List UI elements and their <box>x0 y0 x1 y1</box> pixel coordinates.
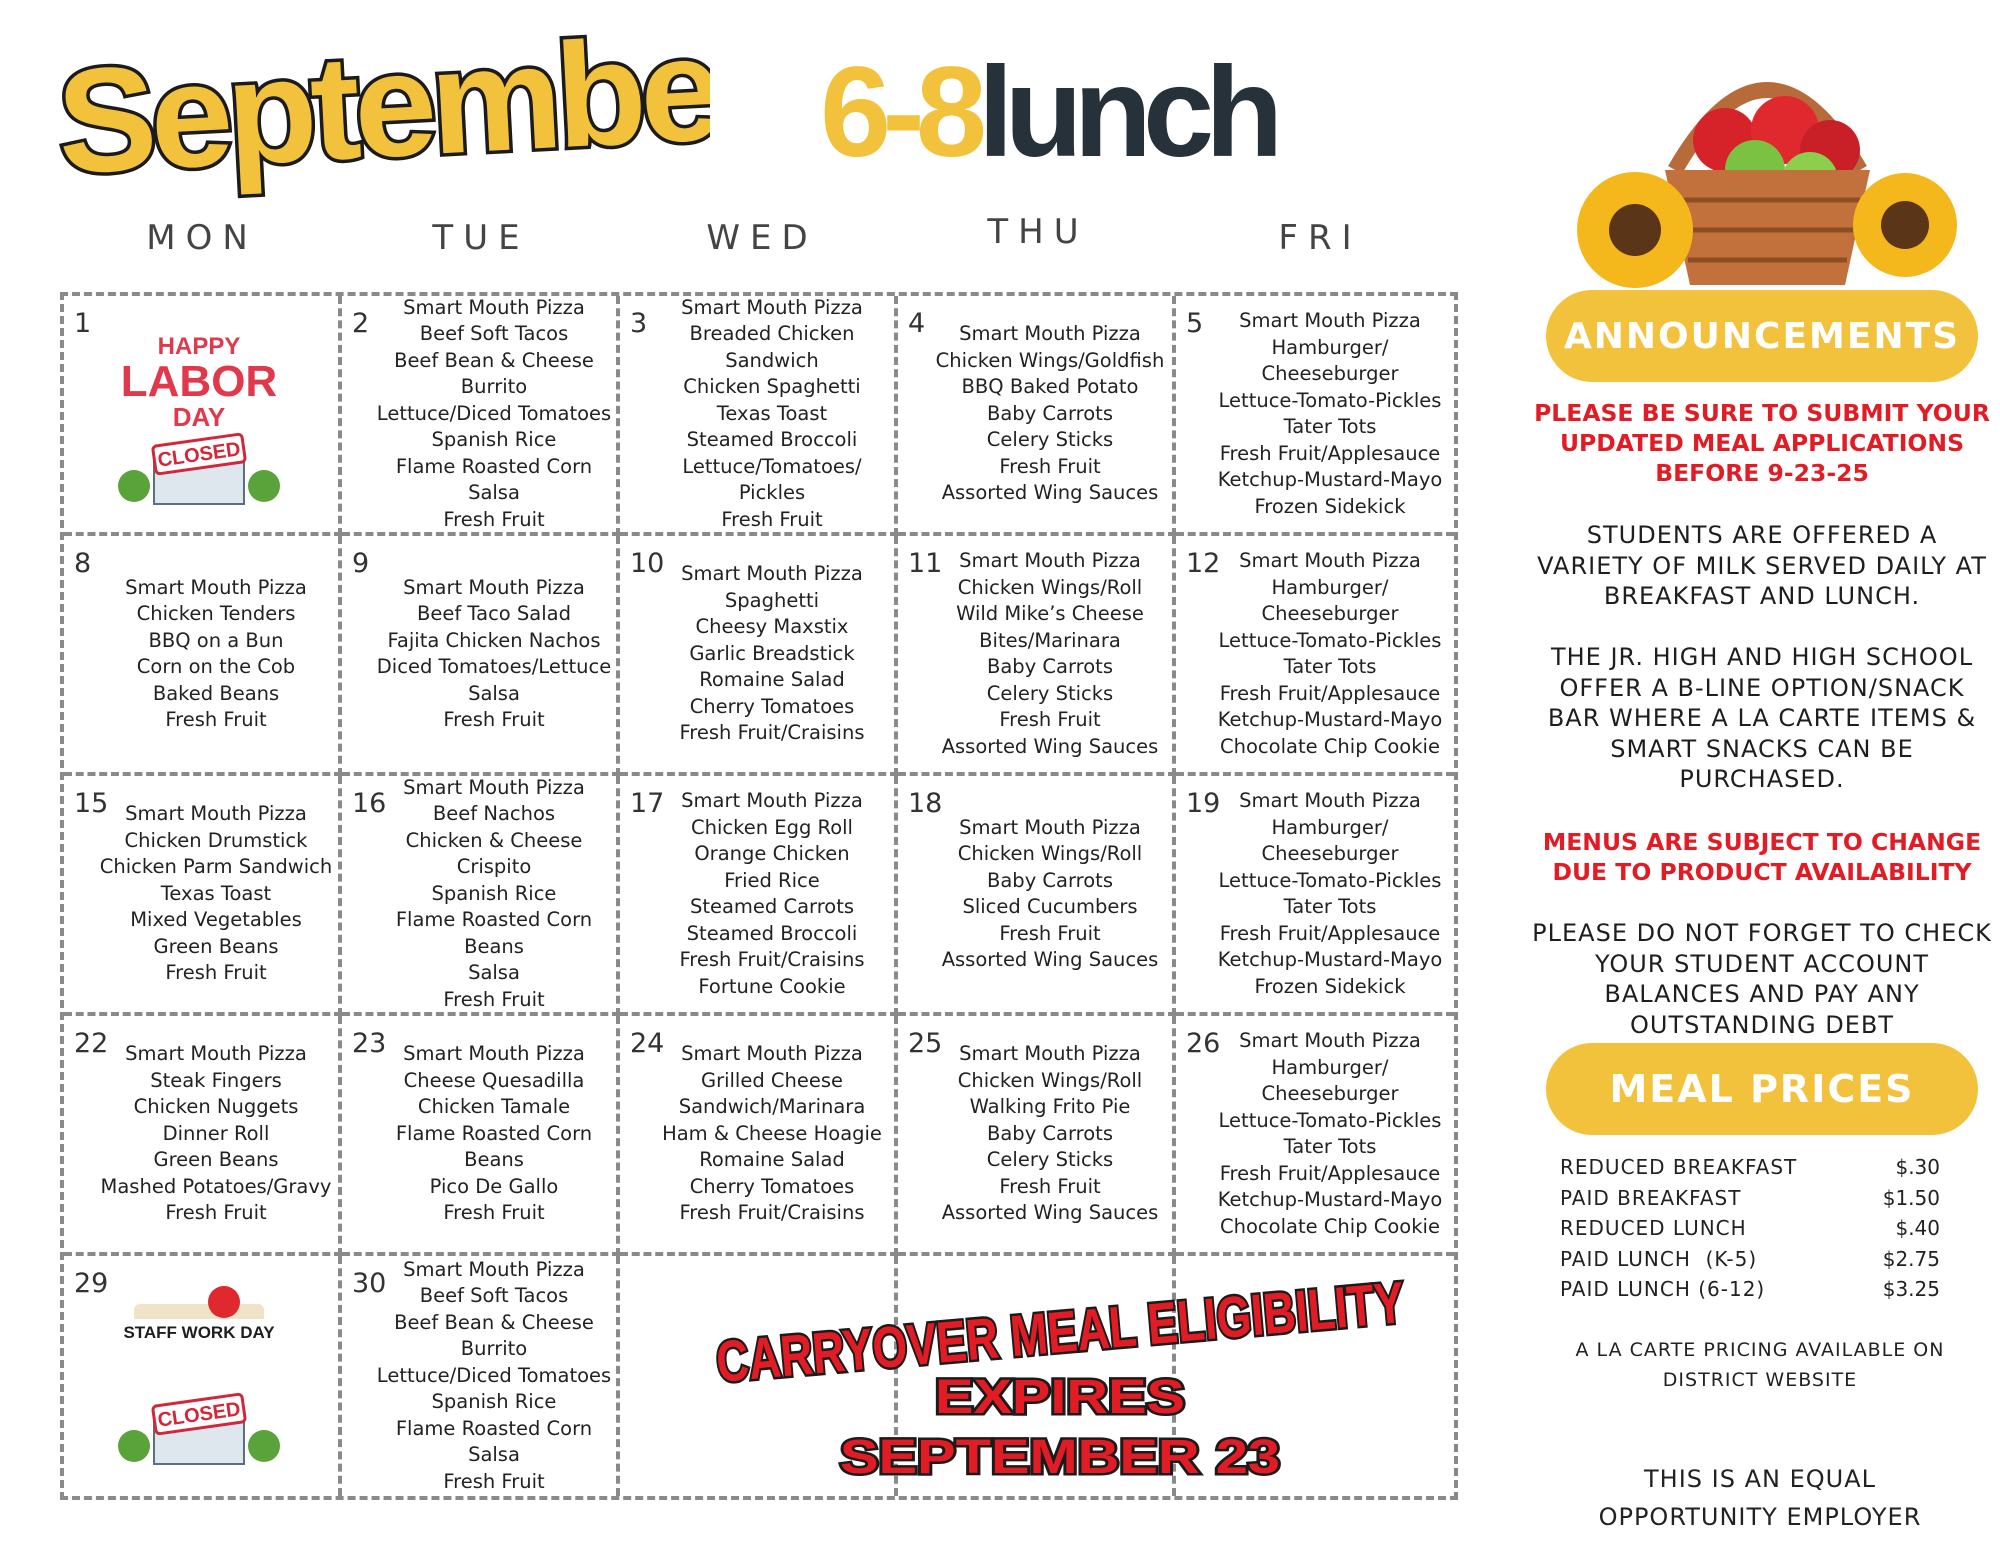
menu-item: Tater Tots <box>1283 655 1377 678</box>
price-row <box>1560 1186 1940 1217</box>
price-label: REDUCED BREAKFAST <box>1560 1155 1798 1179</box>
announcements-heading: ANNOUNCEMENTS <box>1546 290 1978 382</box>
menu-item: Smart Mouth Pizza <box>959 1042 1141 1066</box>
menu-item: Beef Nachos <box>432 802 556 826</box>
labor-art-happy: HAPPY <box>157 333 241 360</box>
calendar-day <box>620 536 898 776</box>
menu-item: Fresh Fruit <box>999 1174 1101 1198</box>
menu-item: Smart Mouth Pizza <box>681 1042 863 1066</box>
menu-item: Ham & Cheese Hoagie <box>662 1121 882 1145</box>
menu-item: Steak Fingers <box>150 1068 282 1092</box>
menu-item: Ketchup-Mustard-Mayo <box>1217 948 1443 971</box>
menu-item: Fresh Fruit <box>721 507 823 531</box>
menu-item: Lettuce/Tomatoes/ <box>682 454 862 478</box>
menu-item: Hamburger/ <box>1271 1055 1389 1079</box>
menu-item: Burrito <box>460 375 528 399</box>
day-number: 24 <box>630 1028 665 1059</box>
menu-item: Spanish Rice <box>431 428 557 452</box>
menu-item: Beans <box>464 1148 524 1172</box>
price-value: $2.75 <box>1882 1246 1940 1271</box>
menu-list <box>1210 778 1450 1010</box>
menu-item: Cheeseburger <box>1261 362 1399 385</box>
menu-item: Walking Frito Pie <box>969 1095 1131 1119</box>
menu-item: Tater Tots <box>1283 1135 1377 1158</box>
menu-item: Chicken Wings/Roll <box>957 842 1143 865</box>
menu-item: Smart Mouth Pizza <box>125 1042 307 1066</box>
menu-item: Smart Mouth Pizza <box>403 1257 585 1281</box>
menu-item: Fresh Fruit <box>443 1201 545 1225</box>
menu-item: Smart Mouth Pizza <box>681 296 863 319</box>
day-number: 9 <box>352 548 370 579</box>
menu-item: Chicken Wings/Roll <box>957 575 1143 599</box>
menu-item: Ketchup-Mustard-Mayo <box>1217 468 1443 491</box>
menu-item: Steamed Broccoli <box>686 921 858 945</box>
menu-item: Fresh Fruit <box>165 708 267 731</box>
grade-title <box>820 41 1275 184</box>
menu-item: Smart Mouth Pizza <box>959 322 1141 346</box>
price-value: $.30 <box>1895 1155 1940 1179</box>
calendar-day <box>1176 296 1454 536</box>
menu-item: Spanish Rice <box>431 1390 557 1414</box>
menu-item: Lettuce-Tomato-Pickles <box>1218 868 1442 892</box>
menu-item: Fajita Chicken Nachos <box>387 628 601 652</box>
calendar-day <box>620 1016 898 1256</box>
menu-item: Hamburger/ <box>1271 815 1389 839</box>
price-row <box>1560 1216 1940 1247</box>
sunflower-icon <box>1853 173 1957 277</box>
menu-item: Texas Toast <box>160 881 272 905</box>
weekday-wed: WED <box>706 218 818 258</box>
calendar-day <box>64 776 342 1016</box>
day-number: 23 <box>352 1028 387 1059</box>
day-number: 10 <box>630 548 665 579</box>
menu-item: Fresh Fruit <box>443 507 545 531</box>
menu-item: Chicken Nuggets <box>133 1095 299 1119</box>
menu-list <box>98 538 334 770</box>
calendar-day <box>64 1256 342 1496</box>
price-label: REDUCED LUNCH <box>1560 1216 1747 1240</box>
menu-item: Orange Chicken <box>694 842 850 865</box>
menu-item: Salsa <box>468 481 520 505</box>
menu-item: Wild Mike’s Cheese <box>956 602 1144 625</box>
menu-item: Cheesy Maxstix <box>695 615 849 639</box>
menu-item: Flame Roasted Corn <box>395 908 593 932</box>
menu-item: Steamed Carrots <box>689 895 855 918</box>
menu-item: Lettuce-Tomato-Pickles <box>1218 628 1442 652</box>
calendar-day <box>1176 536 1454 776</box>
menu-item: Lettuce-Tomato-Pickles <box>1218 1108 1442 1132</box>
menu-item: Beef Bean & Cheese <box>394 1310 594 1334</box>
menu-item: Cheeseburger <box>1261 1082 1399 1105</box>
menu-item: Fresh Fruit/Craisins <box>679 1201 865 1225</box>
menu-item: Fresh Fruit/Applesauce <box>1219 921 1441 945</box>
weekday-mon: MON <box>146 218 258 258</box>
day-number: 26 <box>1186 1028 1221 1059</box>
day-number: 25 <box>908 1028 943 1059</box>
menu-item: Fresh Fruit <box>999 921 1101 945</box>
menu-item: Chicken Parm Sandwich <box>99 855 333 879</box>
calendar-day <box>342 1016 620 1256</box>
menu-item: Cherry Tomatoes <box>689 694 855 718</box>
carryover-line2: EXPIRES <box>935 1371 1185 1424</box>
price-value: $1.50 <box>1882 1185 1940 1210</box>
calendar-day <box>64 1016 342 1256</box>
menu-item: Smart Mouth Pizza <box>681 562 863 586</box>
price-label: PAID LUNCH (6-12) <box>1560 1277 1766 1301</box>
staff-art-closed: CLOSED <box>156 1398 242 1432</box>
menu-item: Flame Roasted Corn <box>395 1416 593 1440</box>
menu-item: Salsa <box>468 681 520 705</box>
menu-item: Fresh Fruit <box>999 708 1101 731</box>
menu-item: Mashed Potatoes/Gravy <box>100 1174 332 1198</box>
menu-list <box>932 778 1168 1010</box>
day-number: 8 <box>74 548 92 579</box>
calendar-day <box>898 536 1176 776</box>
menu-item: Bites/Marinara <box>979 628 1121 652</box>
notice-b-line: THE JR. HIGH AND HIGH SCHOOL OFFER A B-LINE OPTION/SNACK BAR WHERE A LA CARTE ITEMS & SMART SNACKS CAN BE PURCHASED. <box>1547 643 1977 793</box>
menu-item: Smart Mouth Pizza <box>959 549 1141 572</box>
menu-item: Hamburger/ <box>1271 575 1389 599</box>
labor-art-labor: LABOR <box>120 357 278 406</box>
menu-list <box>654 298 890 530</box>
menu-list <box>98 778 334 1010</box>
menu-list <box>1210 298 1450 530</box>
a-la-carte-note: A LA CARTE PRICING AVAILABLE ON DISTRICT WEBSITE <box>1575 1339 1945 1391</box>
menu-item: Sandwich/Marinara <box>678 1095 866 1119</box>
menu-item: Ketchup-Mustard-Mayo <box>1217 708 1443 731</box>
price-row <box>1560 1155 1940 1186</box>
day-number: 22 <box>74 1028 109 1059</box>
menu-item: Fresh Fruit <box>999 454 1101 478</box>
menu-list <box>376 538 612 770</box>
menu-item: Smart Mouth Pizza <box>403 776 585 799</box>
menu-item: Cheeseburger <box>1261 842 1399 865</box>
calendar-day <box>620 776 898 1016</box>
menu-item: Fortune Cookie <box>698 974 846 998</box>
staff-work-day-icon <box>114 1274 284 1474</box>
menu-item: Lettuce/Diced Tomatoes <box>376 1363 612 1387</box>
menu-item: Spaghetti <box>724 588 820 612</box>
calendar-day <box>898 776 1176 1016</box>
menu-item: Chicken Wings/Roll <box>957 1068 1143 1092</box>
menu-item: Green Beans <box>153 1148 279 1172</box>
menu-item: Fresh Fruit <box>165 1201 267 1225</box>
notice-milk: STUDENTS ARE OFFERED A VARIETY OF MILK SERVED DAILY AT BREAKFAST AND LUNCH. <box>1537 521 1987 610</box>
menu-item: Breaded Chicken <box>689 322 855 346</box>
sunflower-icon <box>1577 172 1693 288</box>
day-number: 18 <box>908 788 943 819</box>
menu-item: Flame Roasted Corn <box>395 454 593 478</box>
menu-item: Flame Roasted Corn <box>395 1121 593 1145</box>
menu-item: Celery Sticks <box>986 1148 1114 1172</box>
carryover-banner <box>700 1270 1420 1490</box>
menu-item: Smart Mouth Pizza <box>681 789 863 812</box>
menu-item: Fresh Fruit <box>443 708 545 731</box>
price-row <box>1560 1247 1940 1278</box>
day-number: 19 <box>1186 788 1221 819</box>
calendar-day <box>342 1256 620 1496</box>
menu-item: Beans <box>464 934 524 958</box>
menu-list <box>654 1018 890 1250</box>
menu-item: Sandwich <box>725 348 819 372</box>
menu-item: Beef Soft Tacos <box>419 322 569 346</box>
menu-item: Cherry Tomatoes <box>689 1174 855 1198</box>
calendar-day <box>342 536 620 776</box>
menu-list <box>376 1258 612 1494</box>
day-number: 11 <box>908 548 943 579</box>
menu-list <box>1210 1018 1450 1250</box>
calendar-day <box>620 296 898 536</box>
day-number: 29 <box>74 1268 109 1299</box>
menu-item: Chicken & Cheese <box>405 828 583 852</box>
weekday-tue: TUE <box>432 218 530 258</box>
day-number: 17 <box>630 788 665 819</box>
menu-item: Fresh Fruit <box>443 1469 545 1493</box>
menu-item: Frozen Sidekick <box>1254 974 1406 998</box>
calendar-day <box>898 1016 1176 1256</box>
calendar-day <box>64 296 342 536</box>
menu-item: Chicken Tenders <box>136 602 296 625</box>
weekday-thu: THU <box>987 212 1089 252</box>
price-value: $.40 <box>1895 1216 1940 1240</box>
menu-item: Assorted Wing Sauces <box>941 948 1159 971</box>
menu-item: Lettuce-Tomato-Pickles <box>1218 388 1442 412</box>
meal-prices-heading: MEAL PRICES <box>1546 1043 1978 1135</box>
menu-item: Corn on the Cob <box>136 655 296 678</box>
menu-item: Chicken Drumstick <box>124 828 308 852</box>
carryover-line1: CARRYOVER MEAL ELIGIBILITY <box>713 1270 1420 1395</box>
menu-item: Fried Rice <box>724 868 820 892</box>
menu-item: Assorted Wing Sauces <box>941 734 1159 758</box>
menu-item: Pickles <box>738 481 806 505</box>
fruit-basket-icon <box>1555 20 1980 300</box>
menu-list <box>376 298 612 530</box>
menu-item: Smart Mouth Pizza <box>1239 1029 1421 1052</box>
labor-art-closed: CLOSED <box>156 438 242 472</box>
menu-item: Smart Mouth Pizza <box>403 1042 585 1066</box>
menu-item: Beef Bean & Cheese <box>394 348 594 372</box>
menu-item: Romaine Salad <box>699 668 845 692</box>
menu-item: Hamburger/ <box>1271 335 1389 359</box>
calendar-day <box>342 296 620 536</box>
meal-label: lunch <box>978 41 1275 184</box>
day-number: 2 <box>352 308 370 339</box>
menu-list <box>932 298 1168 530</box>
notice-meal-applications: PLEASE BE SURE TO SUBMIT YOUR UPDATED MEAL APPLICATIONS BEFORE 9-23-25 <box>1534 399 1990 487</box>
month-title-text: September <box>53 18 710 206</box>
menu-list <box>654 778 890 1010</box>
notice-menus-change: MENUS ARE SUBJECT TO CHANGE DUE TO PRODUCT AVAILABILITY <box>1542 828 1982 886</box>
calendar-day <box>342 776 620 1016</box>
menu-list <box>376 1018 612 1250</box>
price-list <box>1560 1155 1940 1308</box>
menu-item: Fresh Fruit/Applesauce <box>1219 681 1441 705</box>
menu-item: Fresh Fruit/Applesauce <box>1219 1161 1441 1185</box>
price-label: PAID LUNCH (K-5) <box>1560 1246 1758 1271</box>
menu-item: Tater Tots <box>1283 415 1377 438</box>
menu-item: Baby Carrots <box>986 868 1113 892</box>
menu-list <box>932 1018 1168 1250</box>
menu-item: Chicken Wings/Goldfish <box>935 348 1165 372</box>
menu-item: Baby Carrots <box>986 655 1113 678</box>
menu-item: Salsa <box>468 961 520 985</box>
menu-item: Smart Mouth Pizza <box>1239 309 1421 332</box>
menu-item: BBQ Baked Potato <box>961 375 1139 399</box>
month-title <box>50 18 710 208</box>
menu-item: Celery Sticks <box>986 681 1114 705</box>
menu-list <box>98 1018 334 1250</box>
menu-item: Frozen Sidekick <box>1254 494 1406 518</box>
menu-item: Assorted Wing Sauces <box>941 1201 1159 1225</box>
menu-item: Romaine Salad <box>699 1148 845 1172</box>
day-number: 12 <box>1186 548 1221 579</box>
labor-art-day: DAY <box>172 402 226 432</box>
menu-item: Chocolate Chip Cookie <box>1220 1214 1440 1238</box>
menu-item: Smart Mouth Pizza <box>1239 789 1421 812</box>
menu-item: Crispito <box>456 855 532 879</box>
price-label: PAID BREAKFAST <box>1560 1185 1742 1210</box>
menu-item: Grilled Cheese <box>700 1068 844 1092</box>
price-value: $3.25 <box>1882 1277 1940 1301</box>
equal-opportunity-note: THIS IS AN EQUAL OPPORTUNITY EMPLOYER <box>1598 1465 1922 1531</box>
menu-item: Smart Mouth Pizza <box>403 575 585 599</box>
menu-item: Fresh Fruit/Craisins <box>679 721 865 745</box>
menu-item: Sliced Cucumbers <box>962 895 1138 918</box>
menu-item: Smart Mouth Pizza <box>403 296 585 319</box>
menu-item: Green Beans <box>153 934 279 958</box>
menu-item: Mixed Vegetables <box>130 908 302 932</box>
weekday-fri: FRI <box>1278 218 1362 258</box>
day-number: 3 <box>630 308 648 339</box>
menu-item: Spanish Rice <box>431 881 557 905</box>
calendar-day <box>898 296 1176 536</box>
price-row <box>1560 1277 1940 1308</box>
menu-item: Garlic Breadstick <box>689 641 855 665</box>
menu-item: Cheese Quesadilla <box>403 1068 585 1092</box>
menu-item: Burrito <box>460 1337 528 1361</box>
calendar-day <box>64 536 342 776</box>
notice-account-balances: PLEASE DO NOT FORGET TO CHECK YOUR STUDENT ACCOUNT BALANCES AND PAY ANY OUTSTANDING DEBT <box>1532 919 1992 1039</box>
labor-day-closed-icon <box>114 314 284 514</box>
day-number: 15 <box>74 788 109 819</box>
menu-item: Baked Beans <box>152 681 280 705</box>
menu-item: Fresh Fruit <box>165 961 267 985</box>
menu-item: Beef Taco Salad <box>417 602 571 625</box>
menu-item: Dinner Roll <box>162 1121 270 1145</box>
menu-item: Salsa <box>468 1443 520 1467</box>
menu-list <box>932 538 1168 770</box>
menu-item: Assorted Wing Sauces <box>941 481 1159 505</box>
menu-item: Fresh Fruit/Applesauce <box>1219 441 1441 465</box>
menu-item: Beef Soft Tacos <box>419 1284 569 1308</box>
menu-item: Fresh Fruit/Craisins <box>679 948 865 971</box>
menu-item: Texas Toast <box>716 401 828 425</box>
menu-item: Chicken Tamale <box>417 1095 571 1119</box>
menu-item: Chicken Spaghetti <box>683 375 861 399</box>
menu-item: Baby Carrots <box>986 401 1113 425</box>
menu-list <box>376 778 612 1010</box>
menu-list <box>1210 538 1450 770</box>
menu-item: Pico De Gallo <box>429 1174 559 1198</box>
menu-item: Tater Tots <box>1283 895 1377 918</box>
menu-item: Smart Mouth Pizza <box>959 815 1141 839</box>
menu-list <box>654 538 890 770</box>
menu-item: Smart Mouth Pizza <box>125 802 307 826</box>
staff-art-label: STAFF WORK DAY <box>123 1323 275 1342</box>
day-number: 16 <box>352 788 387 819</box>
carryover-line3: SEPTEMBER 23 <box>840 1431 1280 1484</box>
day-number: 1 <box>74 308 92 339</box>
menu-item: Chocolate Chip Cookie <box>1220 734 1440 758</box>
menu-item: Ketchup-Mustard-Mayo <box>1217 1188 1443 1211</box>
menu-item: Celery Sticks <box>986 428 1114 452</box>
calendar-day <box>1176 776 1454 1016</box>
menu-item: Smart Mouth Pizza <box>1239 549 1421 572</box>
menu-item: Diced Tomatoes/Lettuce <box>376 655 612 678</box>
menu-item: Lettuce/Diced Tomatoes <box>376 401 612 425</box>
menu-item: Fresh Fruit <box>443 987 545 1011</box>
menu-item: Baby Carrots <box>986 1121 1113 1145</box>
menu-item: Cheeseburger <box>1261 602 1399 625</box>
menu-item: Smart Mouth Pizza <box>125 575 307 599</box>
grade-range: 6-8 <box>820 41 978 184</box>
menu-item: BBQ on a Bun <box>148 628 284 652</box>
day-number: 30 <box>352 1268 387 1299</box>
menu-item: Steamed Broccoli <box>686 428 858 452</box>
calendar-day <box>1176 1016 1454 1256</box>
menu-item: Chicken Egg Roll <box>691 815 853 839</box>
day-number: 4 <box>908 308 926 339</box>
day-number: 5 <box>1186 308 1204 339</box>
